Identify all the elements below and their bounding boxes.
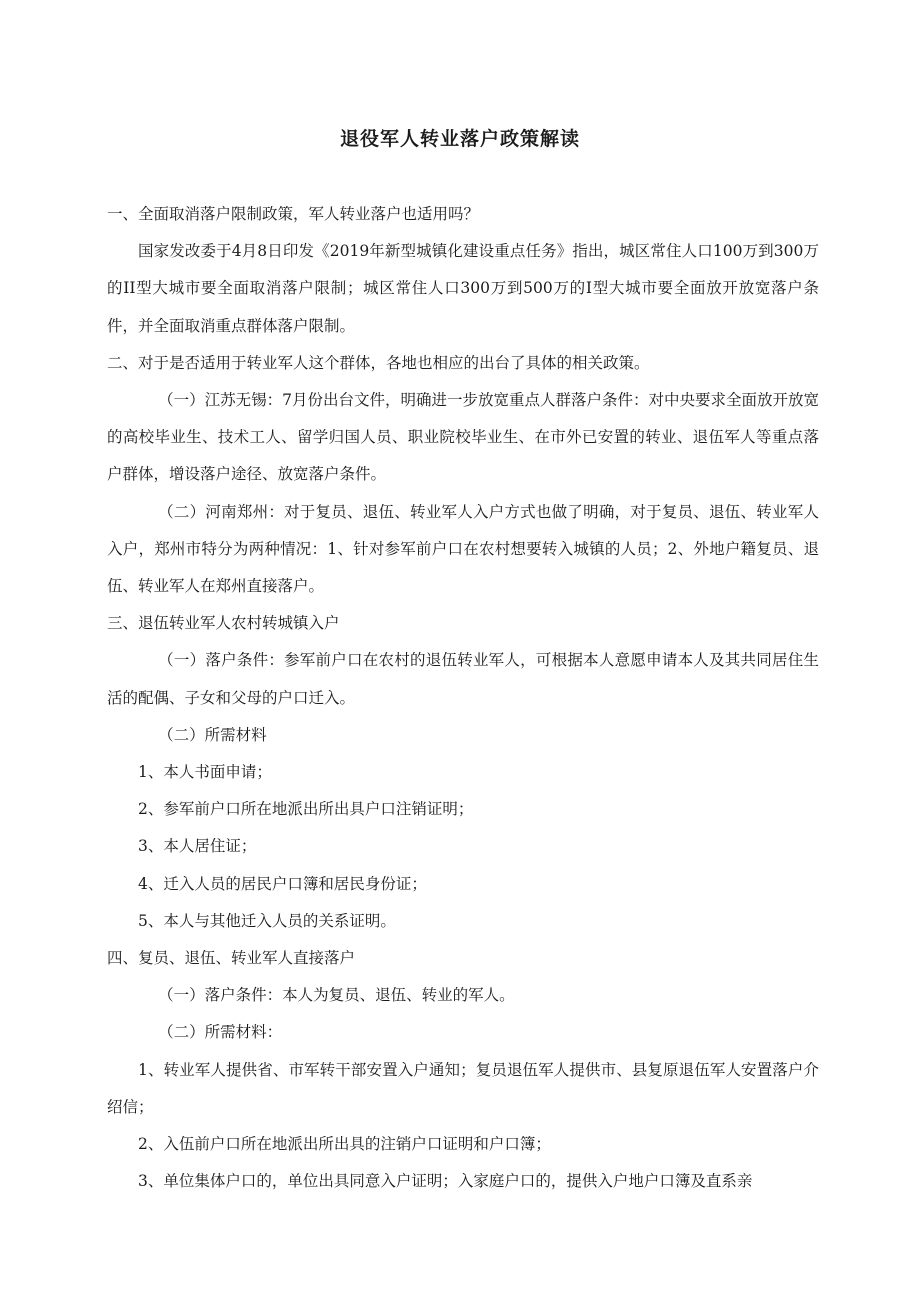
subheading: （二）所需材料： [158,1023,283,1042]
list-item: 4、迁入人员的居民户口簿和居民身份证； [138,874,427,893]
paragraph: （二）河南郑州：对于复员、退伍、转业军人入户方式也做了明确，对于复员、退伍、转业军人入户，郑州市特分为两种情况：1、针对参军前户口在农村想要转入城镇的人员；2、外地户籍复员、退伍、转业军人在郑州直接落户。 [107,502,819,596]
page-title: 退役军人转业落户政策解读 [339,128,580,150]
list-item: 3、本人居住证； [138,837,257,856]
list-item: 1、本人书面申请； [138,763,272,782]
document-body [107,196,819,1200]
list-item: 2、入伍前户口所在地派出所出具的注销户口证明和户口簿； [138,1135,551,1154]
paragraph: （一）江苏无锡：7月份出台文件，明确进一步放宽重点人群落户条件：对中央要求全面放开放宽的高校毕业生、技术工人、留学归国人员、职业院校毕业生、在市外已安置的转业、退伍军人等重点落户群体，增设落户途径、放宽落户条件。 [107,391,820,484]
paragraph: （一）落户条件：参军前户口在农村的退伍转业军人，可根据本人意愿申请本人及其共同居住生活的配偶、子女和父母的户口迁入。 [107,651,819,707]
section-heading-1: 一、全面取消落户限制政策，军人转业落户也适用吗？ [107,205,480,223]
subheading: （二）所需材料 [158,725,267,744]
list-item: 3、单位集体户口的，单位出具同意入户证明；入家庭户口的，提供入户地户口簿及直系亲 [138,1172,753,1191]
section-heading-4: 四、复员、退伍、转业军人直接落户 [107,949,356,968]
list-item: 2、参军前户口所在地派出所出具户口注销证明； [138,800,474,819]
section-heading-3: 三、退伍转业军人农村转城镇入户 [107,614,340,633]
list-item: 1、转业军人提供省、市军转干部安置入户通知；复员退伍军人提供市、县复原退伍军人安置落户介绍信； [107,1060,819,1116]
section-heading-2: 二、对于是否适用于转业军人这个群体，各地也相应的出台了具体的相关政策。 [107,353,650,372]
paragraph: （一）落户条件：本人为复员、退伍、转业的军人。 [158,986,515,1005]
list-item: 5、本人与其他迁入人员的关系证明。 [138,911,396,930]
paragraph: 国家发改委于4月8日印发《2019年新型城镇化建设重点任务》指出，城区常住人口100万到300万的II型大城市要全面取消落户限制；城区常住人口300万到500万的I型大城市要全面放开放宽落户条件，并全面取消重点群体落户限制。 [107,242,819,335]
